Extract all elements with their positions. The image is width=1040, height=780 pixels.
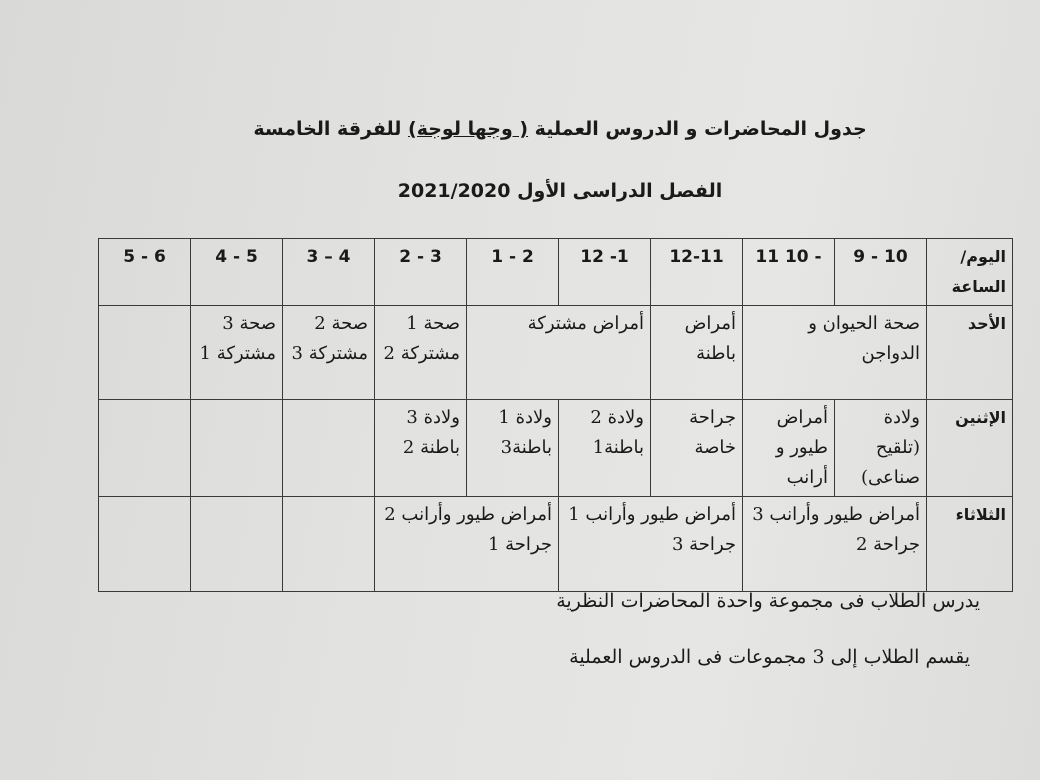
schedule-cell: أمراض مشتركة (467, 306, 651, 400)
time-slot: 12-11 (651, 239, 743, 306)
schedule-cell: أمراض باطنة (651, 306, 743, 400)
schedule-cell: ولادة 2 باطنة1 (559, 400, 651, 497)
schedule-table (98, 238, 1013, 592)
time-slot: - 10 11 (743, 239, 835, 306)
schedule-cell (191, 400, 283, 497)
note-theory-lectures: يدرس الطلاب فى مجموعة واحدة المحاضرات النظرية (556, 590, 980, 612)
document-subtitle: الفصل الدراسى الأول 2021/2020 (397, 180, 723, 202)
schedule-cell: أمراض طيور وأرانب 1 جراحة 3 (559, 497, 743, 592)
header-row (99, 239, 1013, 306)
day-label: الأحد (927, 306, 1013, 400)
table-row (99, 400, 1013, 497)
time-slot: 1- 12 (559, 239, 651, 306)
schedule-cell (283, 497, 375, 592)
day-label: الثلاثاء (927, 497, 1013, 592)
schedule-cell: صحة 1 مشتركة 2 (375, 306, 467, 400)
schedule-cell (99, 306, 191, 400)
table-row (99, 497, 1013, 592)
schedule-cell: ولادة (تلقيح صناعى) (835, 400, 927, 497)
title-part-2: للفرقة الخامسة (253, 118, 409, 140)
schedule-cell: صحة 3 مشتركة 1 (191, 306, 283, 400)
time-slot: 10 - 9 (835, 239, 927, 306)
schedule-cell: أمراض طيور وأرانب 3 جراحة 2 (743, 497, 927, 592)
time-slot: 5 - 4 (191, 239, 283, 306)
schedule-cell: ولادة 3 باطنة 2 (375, 400, 467, 497)
schedule-cell (283, 400, 375, 497)
schedule-cell: أمراض طيور و أرانب (743, 400, 835, 497)
schedule-cell: صحة الحيوان و الدواجن (743, 306, 927, 400)
title-underlined: ( وجها لوجة) (408, 118, 529, 140)
document-title (200, 118, 920, 140)
title-part-1: جدول المحاضرات و الدروس العملية (528, 118, 867, 140)
time-slot: 3 - 2 (375, 239, 467, 306)
schedule-cell: أمراض طيور وأرانب 2 جراحة 1 (375, 497, 559, 592)
day-label: الإثنين (927, 400, 1013, 497)
schedule-cell: صحة 2 مشتركة 3 (283, 306, 375, 400)
time-slot: 4 – 3 (283, 239, 375, 306)
schedule-cell (99, 400, 191, 497)
table-row (99, 306, 1013, 400)
time-slot: 6 - 5 (99, 239, 191, 306)
schedule-cell (99, 497, 191, 592)
corner-header: اليوم/ الساعة (927, 239, 1013, 306)
note-practical-groups: يقسم الطلاب إلى 3 مجموعات فى الدروس العملية (569, 646, 970, 668)
time-slot: 2 - 1 (467, 239, 559, 306)
schedule-cell: ولادة 1 باطنة3 (467, 400, 559, 497)
schedule-cell (191, 497, 283, 592)
schedule-cell: جراحة خاصة (651, 400, 743, 497)
